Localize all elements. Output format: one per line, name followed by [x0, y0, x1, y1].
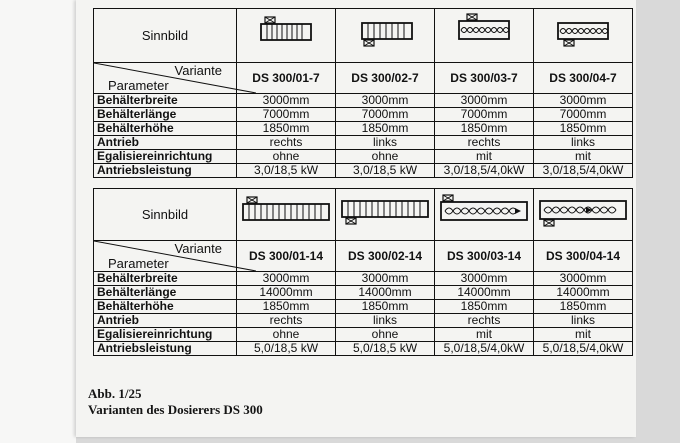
parameter-name: Antriebsleistung — [94, 164, 237, 178]
table-cell: 14000mm — [237, 286, 336, 300]
model-name: DS 300/03-14 — [435, 241, 534, 272]
table-cell: 1850mm — [534, 122, 633, 136]
parameter-name: Egalisiereinrichtung — [94, 150, 237, 164]
table-cell: 7000mm — [237, 108, 336, 122]
table-cell: mit — [435, 328, 534, 342]
parameter-name: Behälterhöhe — [94, 300, 237, 314]
conveyor-symbol-icon — [435, 9, 534, 63]
table-cell: rechts — [435, 314, 534, 328]
table-row — [94, 314, 633, 328]
parameter-name: Behälterbreite — [94, 94, 237, 108]
parameter-name: Behälterlänge — [94, 108, 237, 122]
table-cell: 3,0/18,5/4,0kW — [435, 164, 534, 178]
table-cell: 1850mm — [435, 122, 534, 136]
table-cell: 1850mm — [237, 300, 336, 314]
table-cell: ohne — [336, 328, 435, 342]
table-row — [94, 286, 633, 300]
parameter-name: Egalisiereinrichtung — [94, 328, 237, 342]
table-cell: 7000mm — [534, 108, 633, 122]
page-margin — [0, 0, 76, 443]
parameter-name: Antrieb — [94, 314, 237, 328]
sinnbild-label: Sinnbild — [94, 189, 237, 241]
table-cell: ohne — [237, 328, 336, 342]
model-name: DS 300/04-14 — [534, 241, 633, 272]
variant-table-14m — [93, 188, 633, 356]
table-cell: mit — [534, 328, 633, 342]
model-header-row — [94, 241, 633, 272]
variant-table-7m — [93, 8, 633, 178]
table-cell: 14000mm — [336, 286, 435, 300]
parameter-name: Behälterhöhe — [94, 122, 237, 136]
conveyor-symbol-icon — [435, 189, 534, 241]
figure-caption — [88, 386, 263, 418]
table-cell: links — [336, 136, 435, 150]
sinnbild-label: Sinnbild — [94, 9, 237, 63]
conveyor-symbol-icon — [534, 9, 633, 63]
table-cell: 5,0/18,5/4,0kW — [435, 342, 534, 356]
variant-parameter-header — [94, 241, 237, 272]
model-header-row — [94, 63, 633, 94]
parameter-label: Parameter — [108, 256, 169, 271]
parameter-name: Antriebsleistung — [94, 342, 237, 356]
table-row — [94, 272, 633, 286]
table-row — [94, 300, 633, 314]
variante-label: Variante — [174, 63, 222, 78]
conveyor-symbol-icon — [336, 189, 435, 241]
table-cell: 14000mm — [534, 286, 633, 300]
table-cell: 1850mm — [336, 300, 435, 314]
variante-label: Variante — [174, 241, 222, 256]
table-cell: 7000mm — [435, 108, 534, 122]
table-row — [94, 150, 633, 164]
table-cell: links — [336, 314, 435, 328]
model-name: DS 300/02-14 — [336, 241, 435, 272]
table-cell: 1850mm — [336, 122, 435, 136]
table-cell: 3000mm — [435, 272, 534, 286]
table-row — [94, 108, 633, 122]
table-cell: 3000mm — [435, 94, 534, 108]
model-name: DS 300/03-7 — [435, 63, 534, 94]
table-cell: 3000mm — [534, 272, 633, 286]
table-row — [94, 164, 633, 178]
conveyor-symbol-icon — [336, 9, 435, 63]
parameter-name: Behälterbreite — [94, 272, 237, 286]
model-name: DS 300/01-14 — [237, 241, 336, 272]
table-cell: rechts — [237, 314, 336, 328]
parameter-name: Behälterlänge — [94, 286, 237, 300]
table-cell: 3000mm — [336, 272, 435, 286]
model-name: DS 300/01-7 — [237, 63, 336, 94]
table-cell: 7000mm — [336, 108, 435, 122]
table-cell: 5,0/18,5/4,0kW — [534, 342, 633, 356]
model-name: DS 300/04-7 — [534, 63, 633, 94]
table-cell: 14000mm — [435, 286, 534, 300]
table-cell: 3000mm — [534, 94, 633, 108]
table-cell: 3000mm — [336, 94, 435, 108]
table-cell: mit — [534, 150, 633, 164]
table-row — [94, 342, 633, 356]
conveyor-symbol-icon — [237, 9, 336, 63]
table-cell: rechts — [237, 136, 336, 150]
table-cell: mit — [435, 150, 534, 164]
table-cell: 3,0/18,5 kW — [237, 164, 336, 178]
table-cell: 5,0/18,5 kW — [237, 342, 336, 356]
conveyor-symbol-icon — [534, 189, 633, 241]
table-cell: links — [534, 314, 633, 328]
table-cell: 3000mm — [237, 272, 336, 286]
parameter-name: Antrieb — [94, 136, 237, 150]
table-row — [94, 328, 633, 342]
table-cell: 3,0/18,5 kW — [336, 164, 435, 178]
table-row — [94, 94, 633, 108]
table-cell: ohne — [237, 150, 336, 164]
table-row — [94, 122, 633, 136]
figure-number: Abb. 1/25 — [88, 386, 142, 401]
table-cell: 3,0/18,5/4,0kW — [534, 164, 633, 178]
table-cell: rechts — [435, 136, 534, 150]
conveyor-symbol-icon — [237, 189, 336, 241]
parameter-label: Parameter — [108, 78, 169, 93]
table-cell: 5,0/18,5 kW — [336, 342, 435, 356]
table-cell: 3000mm — [237, 94, 336, 108]
table-cell: 1850mm — [237, 122, 336, 136]
model-name: DS 300/02-7 — [336, 63, 435, 94]
table-cell: ohne — [336, 150, 435, 164]
table-cell: links — [534, 136, 633, 150]
figure-title: Varianten des Dosierers DS 300 — [88, 402, 263, 417]
table-cell: 1850mm — [435, 300, 534, 314]
symbol-row — [94, 189, 633, 241]
variant-parameter-header — [94, 63, 237, 94]
table-cell: 1850mm — [534, 300, 633, 314]
table-row — [94, 136, 633, 150]
symbol-row — [94, 9, 633, 63]
